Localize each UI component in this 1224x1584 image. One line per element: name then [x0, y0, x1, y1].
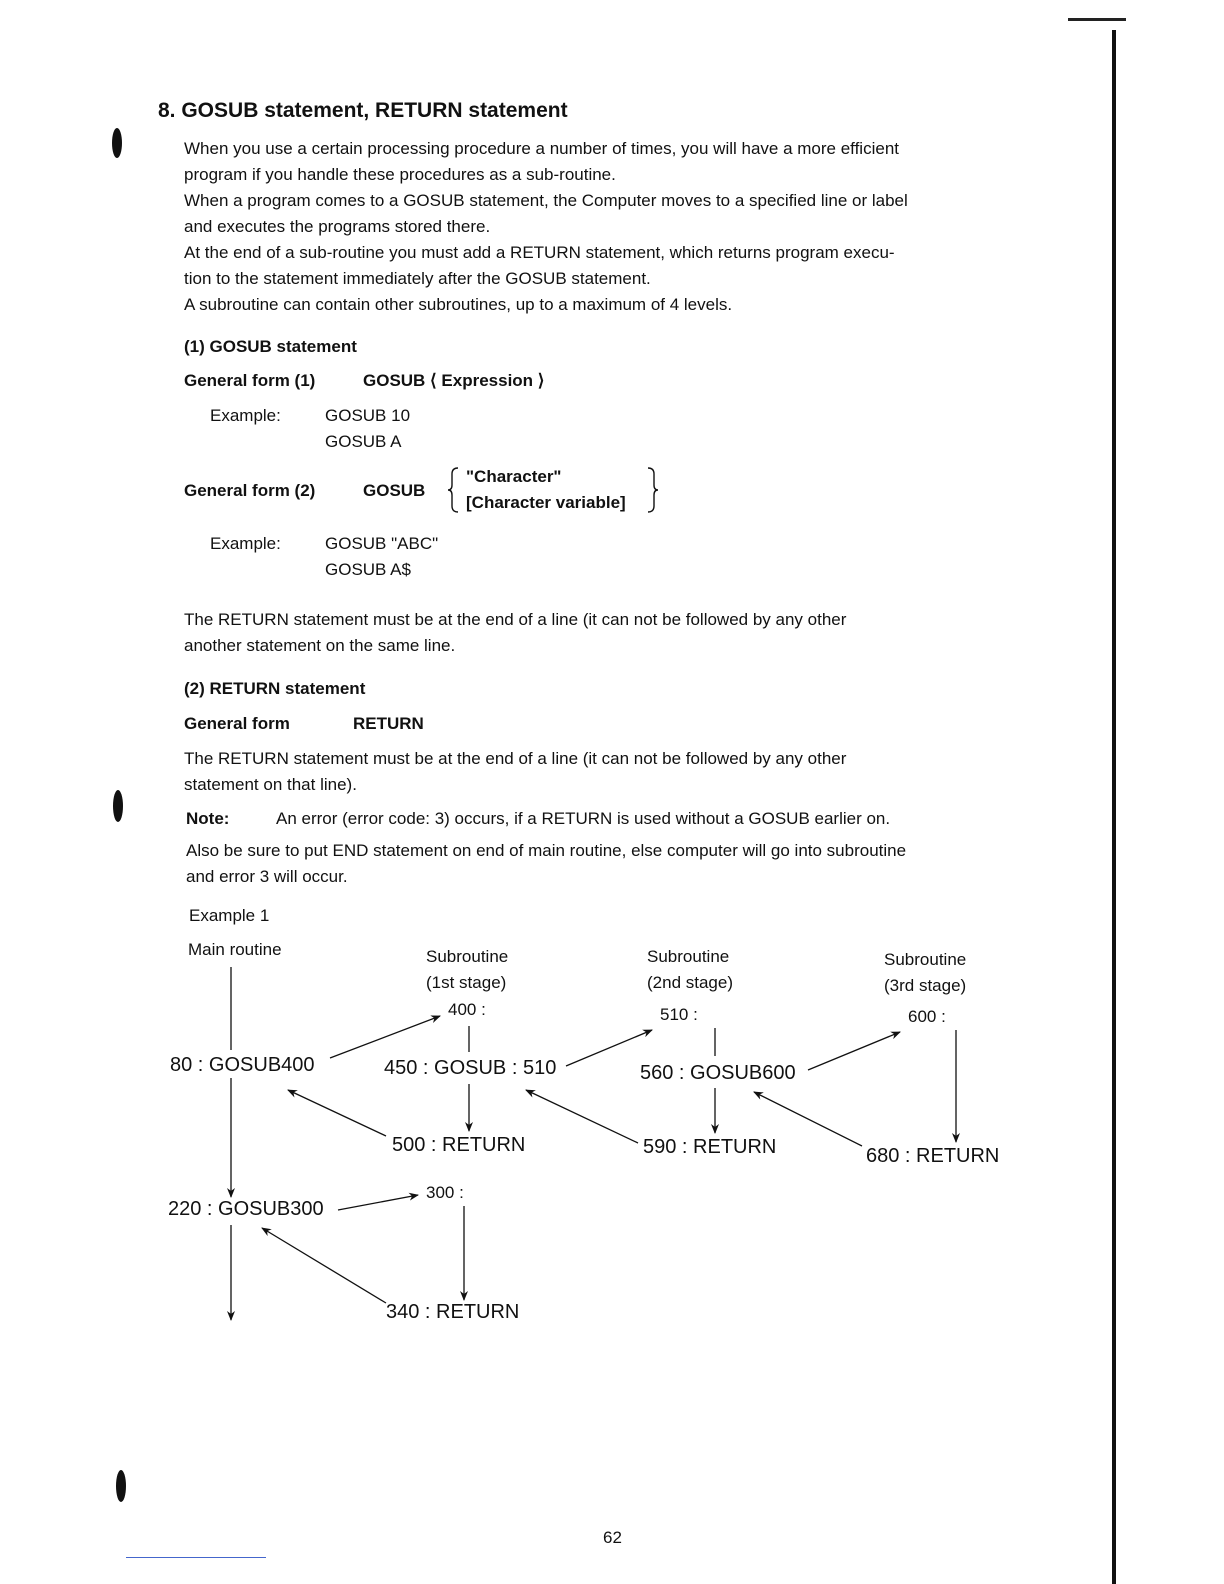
example-label-2: Example:: [210, 534, 281, 553]
return-desc-line: The RETURN statement must be at the end of a line (it can not be followed by any other: [184, 749, 847, 768]
sub300-start: 300 :: [426, 1183, 464, 1202]
example-code-1: GOSUB 10: [325, 406, 411, 425]
intro-line: and executes the programs stored there.: [184, 217, 491, 236]
scan-mark-top: [1068, 18, 1126, 21]
intro-line: When a program comes to a GOSUB statement, the Computer moves to a specified line or label: [184, 191, 908, 210]
arrow-return-340: [262, 1228, 386, 1303]
sub1-gosub: 450 : GOSUB : 510: [384, 1057, 557, 1079]
sub2-label-line: Subroutine: [647, 947, 730, 966]
arrow-return-500: [288, 1090, 386, 1136]
binder-hole-mark-3: [116, 1470, 126, 1502]
intro-line: At the end of a sub-routine you must add a RETURN statement, which returns program execu-: [184, 243, 895, 262]
arrow-call-400: [330, 1016, 440, 1058]
binding-edge-line: [1112, 30, 1116, 1584]
form2-option-character: "Character": [466, 467, 562, 486]
example-code-3: GOSUB "ABC": [325, 534, 439, 553]
main-gosub-300: 220 : GOSUB300: [168, 1198, 324, 1220]
sub300-return: 340 : RETURN: [386, 1301, 520, 1323]
return-desc-line: statement on that line).: [184, 775, 357, 794]
binder-hole-mark-1: [112, 128, 122, 158]
scan-line-bottom: [126, 1557, 266, 1558]
sub2-return: 590 : RETURN: [643, 1136, 777, 1158]
sub2-label-line: (2nd stage): [647, 973, 733, 992]
sub2-start: 510 :: [660, 1005, 698, 1024]
arrow-call-510: [566, 1030, 652, 1066]
example-label: Example:: [210, 406, 281, 425]
arrow-call-300: [338, 1195, 418, 1210]
sub3-return: 680 : RETURN: [866, 1145, 1000, 1167]
note-text: An error (error code: 3) occurs, if a RETURN is used without a GOSUB earlier on.: [276, 809, 891, 828]
gosub-form1-label: General form (1): [184, 371, 316, 390]
return-form-label: General form: [184, 714, 290, 733]
sub1-label-line: (1st stage): [426, 973, 507, 992]
sub3-label-line: (3rd stage): [884, 976, 967, 995]
arrow-call-600: [808, 1032, 900, 1070]
page-number: 62: [603, 1528, 622, 1547]
return-heading: (2) RETURN statement: [184, 679, 366, 698]
sub3-start: 600 :: [908, 1007, 946, 1026]
sub3-label-line: Subroutine: [884, 950, 967, 969]
gosub-heading: (1) GOSUB statement: [184, 337, 357, 356]
example-code-4: GOSUB A$: [325, 560, 411, 579]
also-line: and error 3 will occur.: [186, 867, 348, 886]
note-label: Note:: [186, 809, 230, 828]
form2-option-variable: [Character variable]: [466, 493, 626, 512]
gosub-form2-keyword: GOSUB: [363, 481, 426, 500]
intro-line: program if you handle these procedures as a sub-routine.: [184, 165, 616, 184]
return-form-syntax: RETURN: [353, 714, 424, 733]
sub1-label-line: Subroutine: [426, 947, 509, 966]
also-line: Also be sure to put END statement on end of main routine, else computer will go into subroutine: [186, 841, 907, 860]
sub1-start: 400 :: [448, 1000, 486, 1019]
sub1-return: 500 : RETURN: [392, 1134, 526, 1156]
gosub-form2-label: General form (2): [184, 481, 316, 500]
gosub-note-line: another statement on the same line.: [184, 636, 456, 655]
main-gosub-400: 80 : GOSUB400: [170, 1054, 315, 1076]
arrow-return-590: [526, 1090, 638, 1143]
gosub-note-line: The RETURN statement must be at the end of a line (it can not be followed by any other: [184, 610, 847, 629]
example-title: Example 1: [189, 906, 270, 925]
example-code-2: GOSUB A: [325, 432, 402, 451]
gosub-form1-syntax: GOSUB ⟨ Expression ⟩: [363, 371, 545, 390]
intro-line: When you use a certain processing procedure a number of times, you will have a more efficient: [184, 139, 899, 158]
section-title: 8. GOSUB statement, RETURN statement: [158, 99, 568, 122]
main-routine-label: Main routine: [188, 940, 282, 959]
sub2-gosub: 560 : GOSUB600: [640, 1062, 796, 1084]
intro-line: A subroutine can contain other subroutines, up to a maximum of 4 levels.: [184, 295, 733, 314]
intro-line: tion to the statement immediately after the GOSUB statement.: [184, 269, 651, 288]
binder-hole-mark-2: [113, 790, 123, 822]
